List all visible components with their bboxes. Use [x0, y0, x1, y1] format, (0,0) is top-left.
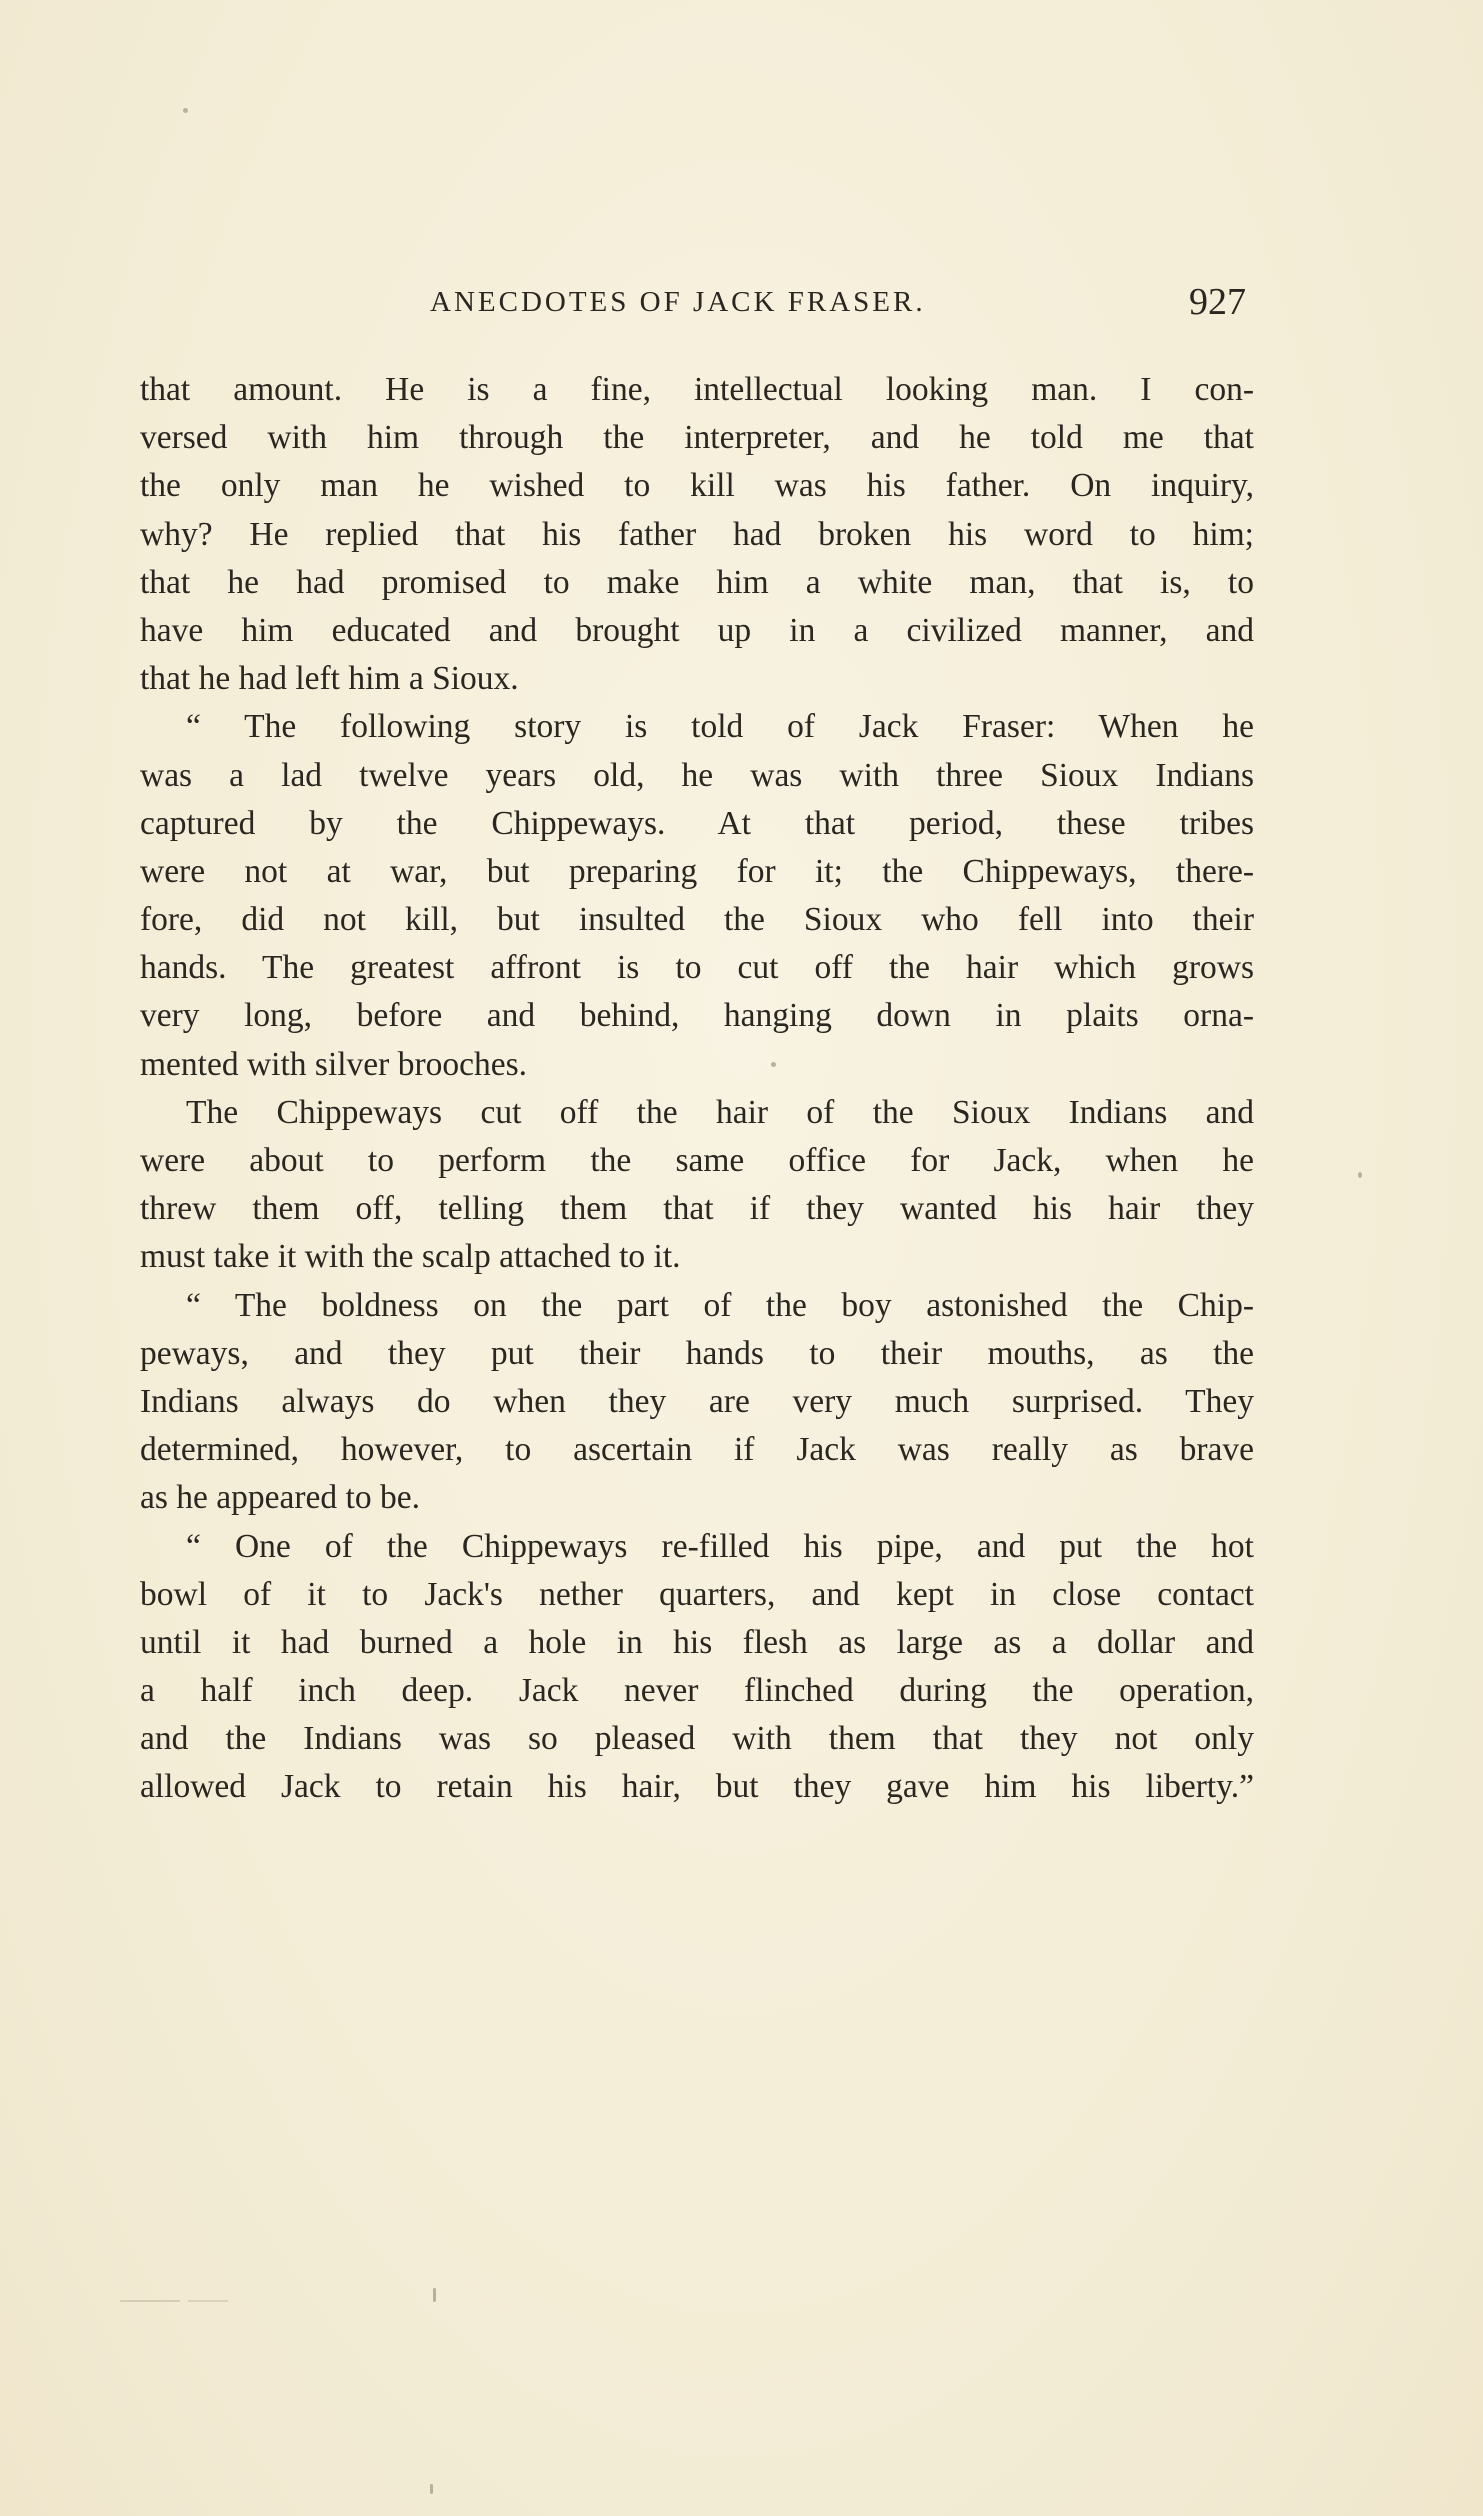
text-line: were not at war, but preparing for it; the Chippeways, there- — [140, 852, 1254, 890]
text-line: as he appeared to be. — [140, 1479, 420, 1517]
text-line: “ One of the Chippeways re-filled his pipe, and put the hot — [186, 1527, 1254, 1565]
text-line: Indians always do when they are very much surprised. They — [140, 1382, 1254, 1420]
paper-speck — [1358, 1172, 1362, 1178]
text-line: were about to perform the same office for Jack, when he — [140, 1142, 1254, 1179]
paper-speck — [183, 108, 188, 113]
text-line: peways, and they put their hands to their mouths, as the — [140, 1334, 1254, 1372]
text-line: have him educated and brought up in a civilized manner, and — [140, 611, 1254, 649]
text-line: must take it with the scalp attached to it. — [140, 1238, 681, 1276]
text-line: “ The following story is told of Jack Fraser: When he — [186, 708, 1254, 746]
paper-speck — [120, 2300, 180, 2302]
text-line: allowed Jack to retain his hair, but they gave him his liberty.” — [140, 1768, 1254, 1806]
text-line: was a lad twelve years old, he was with three Sioux Indians — [140, 756, 1254, 794]
text-line: a half inch deep. Jack never flinched during the operation, — [140, 1672, 1254, 1710]
text-line: very long, before and behind, hanging down in plaits orna- — [140, 997, 1254, 1035]
text-line: the only man he wished to kill was his father. On inquiry, — [140, 467, 1254, 505]
page-number: 927 — [1189, 281, 1246, 323]
text-line: mented with silver brooches. — [140, 1045, 528, 1083]
paper-speck — [430, 2484, 433, 2494]
text-line: The Chippeways cut off the hair of the Sioux Indians and — [186, 1093, 1254, 1131]
text-line: until it had burned a hole in his flesh as large as a dollar and — [140, 1623, 1254, 1661]
text-line: captured by the Chippeways. At that period, these tribes — [140, 804, 1254, 842]
text-line: bowl of it to Jack's nether quarters, and kept in close contact — [140, 1575, 1254, 1613]
text-line: fore, did not kill, but insulted the Sioux who fell into their — [140, 901, 1254, 939]
text-line: why? He replied that his father had broken his word to him; — [140, 515, 1254, 553]
body-text — [140, 366, 1254, 1812]
text-line: and the Indians was so pleased with them that they not only — [140, 1720, 1254, 1758]
paper-speck — [433, 2288, 436, 2302]
paper-speck — [188, 2300, 228, 2302]
paper-speck — [771, 1062, 776, 1067]
text-line: that he had promised to make him a white man, that is, to — [140, 563, 1254, 601]
text-line: that he had left him a Sioux. — [140, 660, 519, 698]
text-line: versed with him through the interpreter, and he told me that — [140, 419, 1254, 457]
text-line: hands. The greatest affront is to cut off the hair which grows — [140, 949, 1254, 987]
text-line: determined, however, to ascertain if Jack was really as brave — [140, 1431, 1254, 1469]
running-title: ANECDOTES OF JACK FRASER. — [430, 286, 926, 318]
text-line: that amount. He is a fine, intellectual looking man. I con- — [140, 371, 1254, 408]
running-head — [138, 280, 1246, 330]
text-line: “ The boldness on the part of the boy astonished the Chip- — [186, 1286, 1254, 1324]
text-line: threw them off, telling them that if they wanted his hair they — [140, 1190, 1254, 1228]
